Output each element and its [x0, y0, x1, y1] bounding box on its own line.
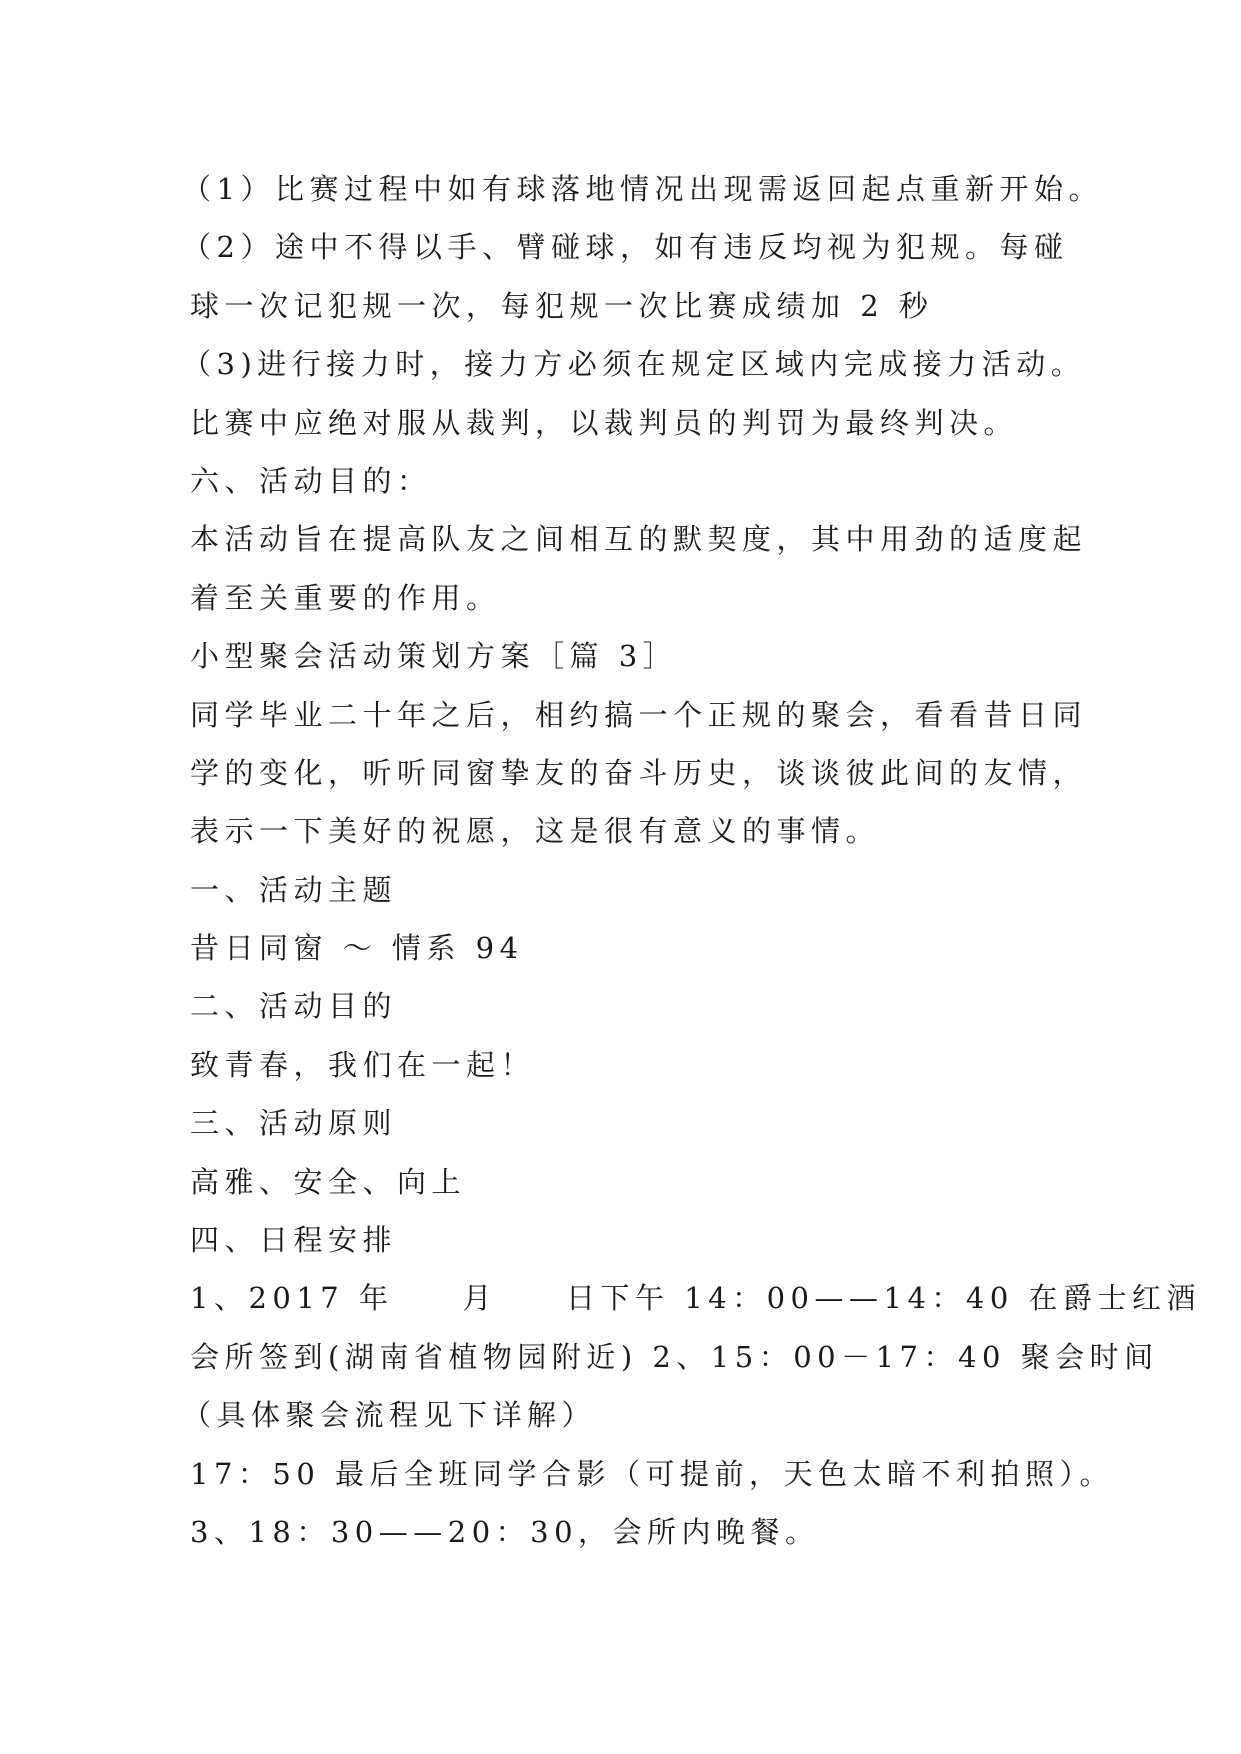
- schedule-item-photo: 17：50 最后全班同学合影（可提前，天色太暗不利拍照）。: [190, 1456, 1115, 1491]
- document-body: [182, 160, 1202, 1561]
- rule-line-4: 比赛中应绝对服从裁判，以裁判员的判罚为最终判决。: [190, 405, 1019, 440]
- section-heading-principle: 三、活动原则: [190, 1106, 398, 1141]
- intro-text-2: 学的变化，听听同窗挚友的奋斗历史，谈谈彼此间的友情，: [190, 755, 1088, 790]
- goal-text: 致青春，我们在一起！: [190, 1047, 536, 1082]
- schedule-item-3: 3、18：30——20：30，会所内晚餐。: [190, 1514, 820, 1549]
- section-heading-purpose: 六、活动目的：: [190, 463, 432, 498]
- schedule-item-2-note: （具体聚会流程见下详解）: [182, 1398, 597, 1433]
- purpose-text-2: 着至关重要的作用。: [190, 580, 501, 615]
- rule-line-1: （1）比赛过程中如有球落地情况出现需返回起点重新开始。: [182, 172, 1103, 206]
- section-heading-goal: 二、活动目的: [190, 989, 398, 1024]
- purpose-text-1: 本活动旨在提高队友之间相互的默契度，其中用劲的适度起: [190, 522, 1088, 557]
- plan-title: 小型聚会活动策划方案［篇 3］: [190, 639, 678, 674]
- rule-line-3: （3)进行接力时，接力方必须在规定区域内完成接力活动。: [182, 347, 1086, 382]
- principle-text: 高雅、安全、向上: [190, 1164, 467, 1199]
- rule-line-2: （2）途中不得以手、臂碰球，如有违反均视为犯规。每碰: [182, 230, 1069, 265]
- schedule-item-1-cont: 会所签到(湖南省植物园附近) 2、15：00－17：40 聚会时间: [190, 1339, 1159, 1374]
- rule-line-2-cont: 球一次记犯规一次，每犯规一次比赛成绩加 2 秒: [190, 288, 934, 323]
- intro-text-1: 同学毕业二十年之后，相约搞一个正规的聚会，看看昔日同: [190, 697, 1088, 732]
- section-heading-theme: 一、活动主题: [190, 872, 398, 907]
- schedule-item-1: 1、2017 年 月 日下午 14：00——14：40 在爵士红酒: [190, 1281, 1202, 1316]
- theme-text: 昔日同窗 ～ 情系 94: [190, 931, 524, 966]
- section-heading-schedule: 四、日程安排: [190, 1223, 398, 1258]
- intro-text-3: 表示一下美好的祝愿，这是很有意义的事情。: [190, 814, 881, 849]
